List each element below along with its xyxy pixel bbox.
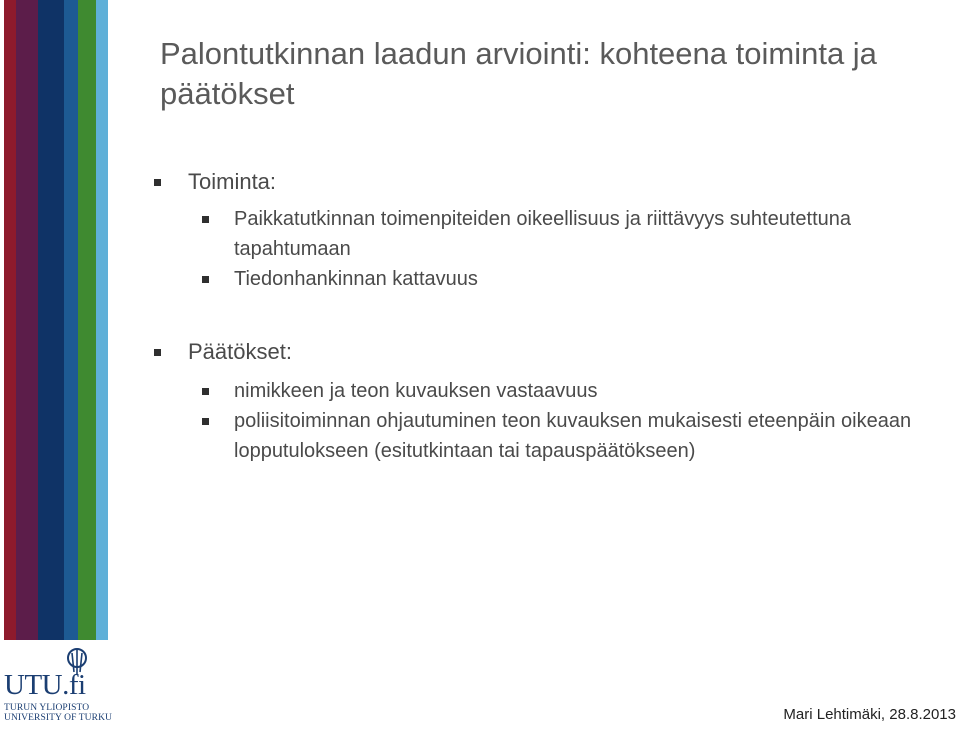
logo-wordmark: UTU.fi [4,669,86,701]
slide-title: Palontutkinnan laadun arviointi: kohteena toiminta ja päätökset [160,36,877,111]
section-label: Päätökset: [188,339,292,364]
stripe-blue [64,0,78,730]
section-label: Toiminta: [188,169,277,194]
list-item-text: Tiedonhankinnan kattavuus [234,268,478,290]
decorative-stripes [4,0,108,730]
square-bullet-icon [202,276,209,283]
slide-content [152,168,912,466]
list-item-text: Paikkatutkinnan toimenpiteiden oikeellisuus ja riittävyys suhteutettuna tapahtumaan [234,208,852,260]
list-item-text: nimikkeen ja teon kuvauksen vastaavuus [234,380,598,402]
list-item [152,406,912,466]
list-item [152,204,912,264]
stripe-lightblue [96,0,108,730]
section-toiminta [152,168,912,196]
list-item-text: poliisitoiminnan ohjautuminen teon kuvauksen mukaisesti eteenpäin oikeaan lopputulokseen (esitutkintaan tai tapauspäätökseen) [234,410,912,462]
square-bullet-icon [154,349,161,356]
list-item [152,376,912,406]
square-bullet-icon [202,216,209,223]
square-bullet-icon [154,179,161,186]
stripe-green [78,0,96,730]
square-bullet-icon [202,388,209,395]
logo-line-finnish: TURUN YLIOPISTO [4,703,90,713]
footer-author-date: Mari Lehtimäki, 28.8.2013 [783,706,956,723]
square-bullet-icon [202,418,209,425]
stripe-navy [38,0,64,730]
logo-line-english: UNIVERSITY OF TURKU [4,713,112,723]
list-item [152,264,912,294]
section-paatokset [152,338,912,366]
stripe-red [4,0,16,730]
stripe-purple [16,0,38,730]
